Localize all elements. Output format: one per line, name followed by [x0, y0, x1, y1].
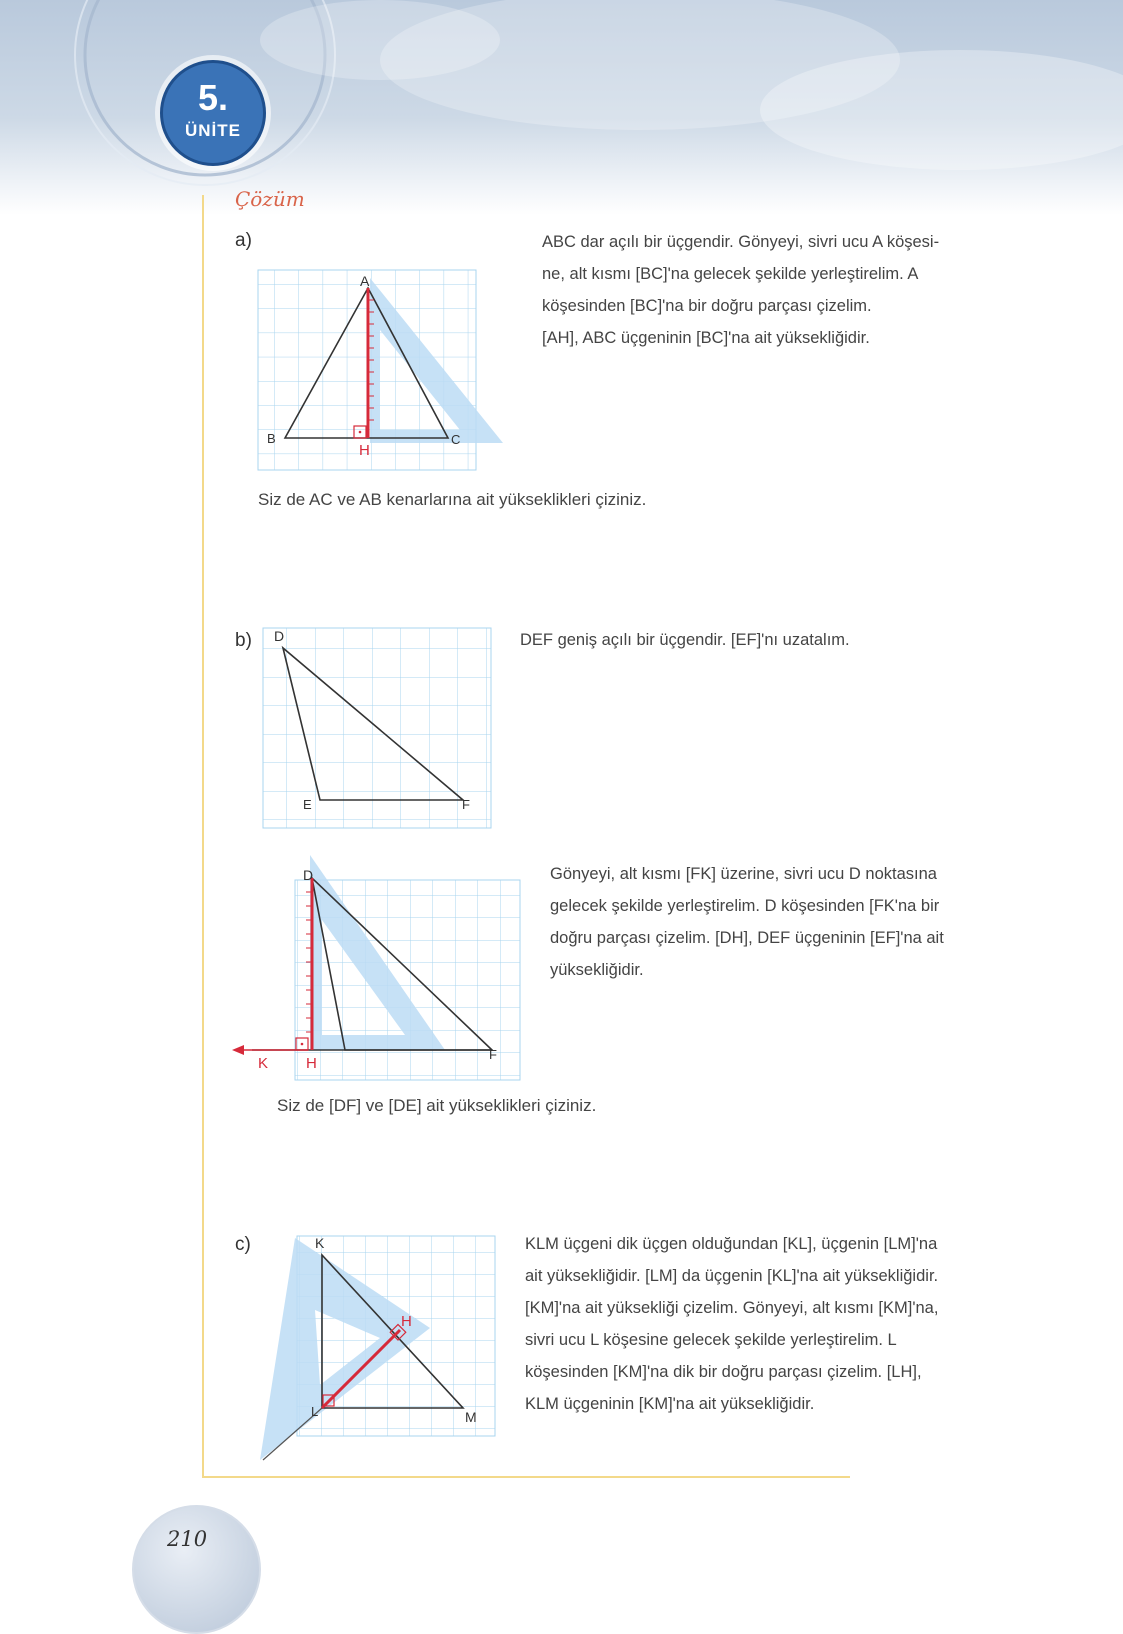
text-line: [AH], ABC üçgeninin [BC]'na ait yüksekliğidir. [542, 329, 870, 347]
label-f: F [489, 1047, 497, 1062]
label-k: K [315, 1235, 325, 1251]
label-h: H [401, 1313, 412, 1330]
text-line: ait yüksekliğidir. [LM] da üçgenin [KL]'na ait yüksekliğidir. [525, 1267, 939, 1285]
part-a-label: a) [235, 230, 252, 251]
unit-label: ÜNİTE [185, 121, 241, 140]
label-e: E [303, 797, 312, 812]
left-frame-line [202, 195, 204, 1478]
text-line: KLM üçgeninin [KM]'na ait yüksekliğidir. [525, 1395, 815, 1413]
solution-title: Çözüm [235, 187, 305, 211]
text-line: yüksekliğidir. [550, 961, 644, 979]
label-f: F [462, 797, 470, 812]
label-l: L [311, 1404, 319, 1419]
part-b-label: b) [235, 630, 252, 651]
part-b-paragraph-1 [520, 624, 850, 656]
page-number: 210 [167, 1527, 208, 1551]
text-line: ABC dar açılı bir üçgendir. Gönyeyi, sivri ucu A köşesi- [542, 233, 940, 251]
text-line: KLM üçgeni dik üçgen olduğundan [KL], üçgenin [LM]'na [525, 1235, 938, 1253]
label-d: D [274, 628, 285, 644]
bottom-frame-line [202, 1476, 850, 1478]
label-m: M [465, 1409, 477, 1425]
text-line: sivri ucu L köşesine gelecek şekilde yerleştirelim. L [525, 1331, 897, 1349]
text-line: doğru parçası çizelim. [DH], DEF üçgeninin [EF]'na ait [550, 929, 944, 947]
text-line: köşesinden [BC]'na bir doğru parçası çizelim. [542, 297, 872, 315]
label-h: H [359, 442, 370, 459]
figure-b2 [230, 850, 530, 1090]
label-k: K [258, 1055, 269, 1072]
text-line: DEF geniş açılı bir üçgendir. [EF]'nı uzatalım. [520, 631, 850, 649]
figure-c [255, 1230, 505, 1470]
unit-badge [160, 60, 266, 166]
arrow-head [232, 1045, 244, 1055]
figure-b1 [258, 620, 498, 835]
text-line: ne, alt kısmı [BC]'na gelecek şekilde yerleştirelim. A [542, 265, 919, 283]
part-b-note: Siz de [DF] ve [DE] ait yükseklikleri çiziniz. [277, 1096, 597, 1115]
unit-number: 5. [197, 77, 229, 118]
page-number-badge [132, 1505, 261, 1634]
label-d: D [303, 867, 314, 883]
part-a-note: Siz de AC ve AB kenarlarına ait yükseklikleri çiziniz. [258, 490, 647, 509]
figure-a [250, 260, 515, 480]
label-h: H [306, 1055, 317, 1072]
label-b: B [267, 431, 276, 446]
part-b-paragraph-2 [550, 858, 944, 986]
label-a: A [360, 273, 370, 289]
text-line: gelecek şekilde yerleştirelim. D köşesinden [FK'na bir [550, 897, 940, 915]
text-line: Gönyeyi, alt kısmı [FK] üzerine, sivri ucu D noktasına [550, 865, 937, 883]
part-a-paragraph [542, 226, 939, 354]
part-c-paragraph [525, 1228, 938, 1420]
text-line: [KM]'na ait yüksekliği çizelim. Gönyeyi, alt kısmı [KM]'na, [525, 1299, 939, 1317]
text-line: köşesinden [KM]'na dik bir doğru parçası çizelim. [LH], [525, 1363, 922, 1381]
part-c-label: c) [235, 1234, 251, 1255]
label-c: C [451, 432, 461, 447]
